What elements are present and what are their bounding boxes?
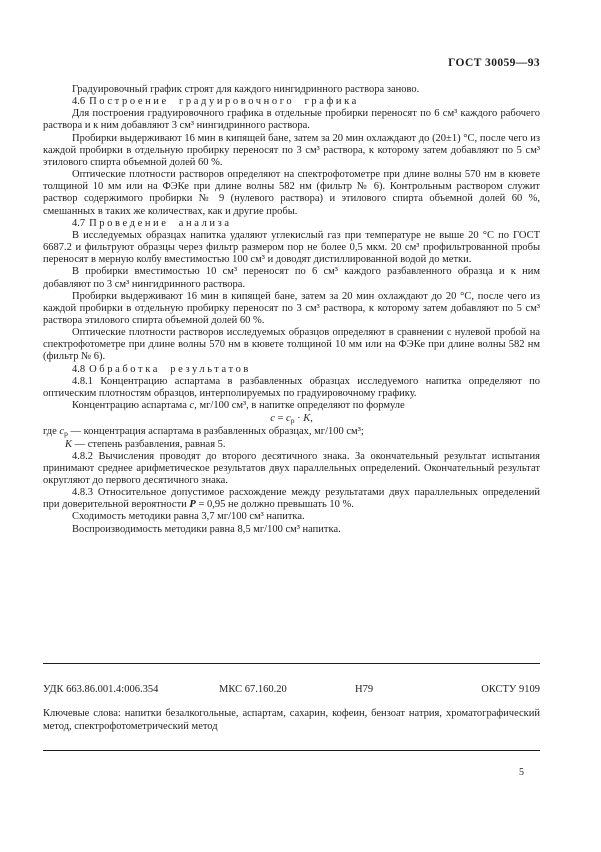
paragraph-formula-lead: Концентрацию аспартама с, мг/100 см³, в напитке определяют по формуле <box>72 400 405 412</box>
group-code: Н79 <box>355 684 374 695</box>
section-title: Построение градуировочного графика <box>89 96 359 108</box>
section-title: Проведение анализа <box>89 217 232 229</box>
section-title: Обработка результатов <box>89 363 251 375</box>
paragraph: Оптические плотности растворов определяют на спектрофотометре при длине волны 570 нм в кювете толщиной 10 мм или на ФЭКе при длине волны 582 нм (фильтр № 6). Контрольным раствором служит раствор содержимого пробирки № 9 (нулевого раствора) и этилового спирта объемной долей 60 %, смешанных в таких же количествах, как и другие пробы. <box>43 169 540 217</box>
classification-row <box>43 684 540 697</box>
paragraph: В пробирки вместимостью 10 см³ переносят по 6 см³ каждого разбавленного образца и к ним добавляют по 3 см³ нингидринного раствора. <box>43 266 540 290</box>
standard-code-header: ГОСТ 30059—93 <box>448 57 540 69</box>
paragraph: Пробирки выдерживают 16 мин в кипящей бане, затем за 20 мин охлаждают до 20 °С, после чего из каждой пробирки в отдельную пробирку переносят по 3 см³ раствора, к которому затем добавляют по 5 см³ раствора этилового спирта объемной долей 60 %. <box>43 290 540 326</box>
paragraph: В исследуемых образцах напитка удаляют углекислый газ при температуре не выше 20 °С по ГОСТ 6687.2 и фильтруют образцы через фильтр размером пор не более 0,5 мкм. 20 см³ профильтрованной пробы переносят в мерную колбу вместимостью 100 см³ и доводят дистиллированной водой до метки. <box>43 229 540 266</box>
formula-lhs: с <box>270 413 275 425</box>
section-heading-4-8 <box>43 364 540 376</box>
okstu-code: ОКСТУ 9109 <box>481 684 540 695</box>
udk-code: УДК 663.86.001.4:006.354 <box>43 684 159 695</box>
document-footer <box>43 663 540 751</box>
paragraph: Пробирки выдерживают 16 мин в кипящей бане, затем за 20 мин охлаждают до (20±1) °С, после чего из каждой пробирки в отдельную пробирку переносят по 3 см³ раствора, к которому затем добавляют по 5 см³ этилового спирта объемной долей 60 %. <box>43 132 540 168</box>
keywords-paragraph: Ключевые слова: напитки безалкогольные, аспартам, сахарин, кофеин, бензоат натрия, хроматографический метод, спектрофотометрический метод <box>43 708 540 732</box>
section-number: 4.8 <box>72 363 86 375</box>
footer-top-rule <box>43 663 540 664</box>
variable-k: К <box>65 438 72 450</box>
mks-code: МКС 67.160.20 <box>219 684 287 695</box>
variable-p: Р <box>189 499 196 511</box>
footer-bottom-rule <box>43 750 540 751</box>
page-number: 5 <box>519 767 524 778</box>
paragraph-483: 4.8.3 Относительное допустимое расхождение между результатами двух параллельных определений при доверительной вероятности Р = 0,95 не должно превышать 10 %. <box>43 487 540 511</box>
paragraph: Для построения градуировочного графика в отдельные пробирки переносят по 6 см³ каждого рабочего раствора и к ним добавляют 3 см³ нингидринного раствора. <box>43 108 540 132</box>
paragraph: Воспроизводимость методики равна 8,5 мг/100 см³ напитка. <box>72 523 341 535</box>
paragraph: 4.8.1 Концентрацию аспартама в разбавленных образцах исследуемого напитка определяют по оптическим плотностям образцов, интерполируемых по градуировочному графику. <box>43 375 540 399</box>
formula: $с = с_р \cdot К$, <box>270 413 313 426</box>
variable-cp: с <box>59 426 65 438</box>
paragraph: Сходимость методики равна 3,7 мг/100 см³ напитка. <box>72 511 305 523</box>
formula-where-line: где $с_р$ — концентрация аспартама в разбавленных образцах, мг/100 см³; <box>43 426 364 439</box>
formula-subscript: р <box>290 416 295 426</box>
section-heading-4-7 <box>43 218 540 230</box>
section-number: 4.6 <box>72 96 86 108</box>
document-body <box>43 84 540 536</box>
formula-base: с <box>286 413 291 425</box>
formula-factor: К <box>303 413 311 425</box>
variable-c: с <box>189 400 195 412</box>
section-number: 4.7 <box>72 217 86 229</box>
paragraph: Оптические плотности растворов исследуемых образцов определяют в сравнении с нулевой пробой на спектрофотометре при длине волны 570 нм в кювете толщиной 10 мм или на ФЭКе при длине волны 582 нм (фильтр № 6). <box>43 327 540 363</box>
paragraph-intro: Градуировочный график строят для каждого нингидринного раствора заново. <box>72 84 420 95</box>
formula-k-line: К — степень разбавления, равная 5. <box>65 438 226 450</box>
paragraph: 4.8.2 Вычисления проводят до второго десятичного знака. За окончательный результат испытания принимают среднее арифметическое результатов двух параллельных определений. Окончательный результат округляют до первого десятичного знака. <box>43 450 540 486</box>
section-heading-4-6 <box>43 96 540 108</box>
